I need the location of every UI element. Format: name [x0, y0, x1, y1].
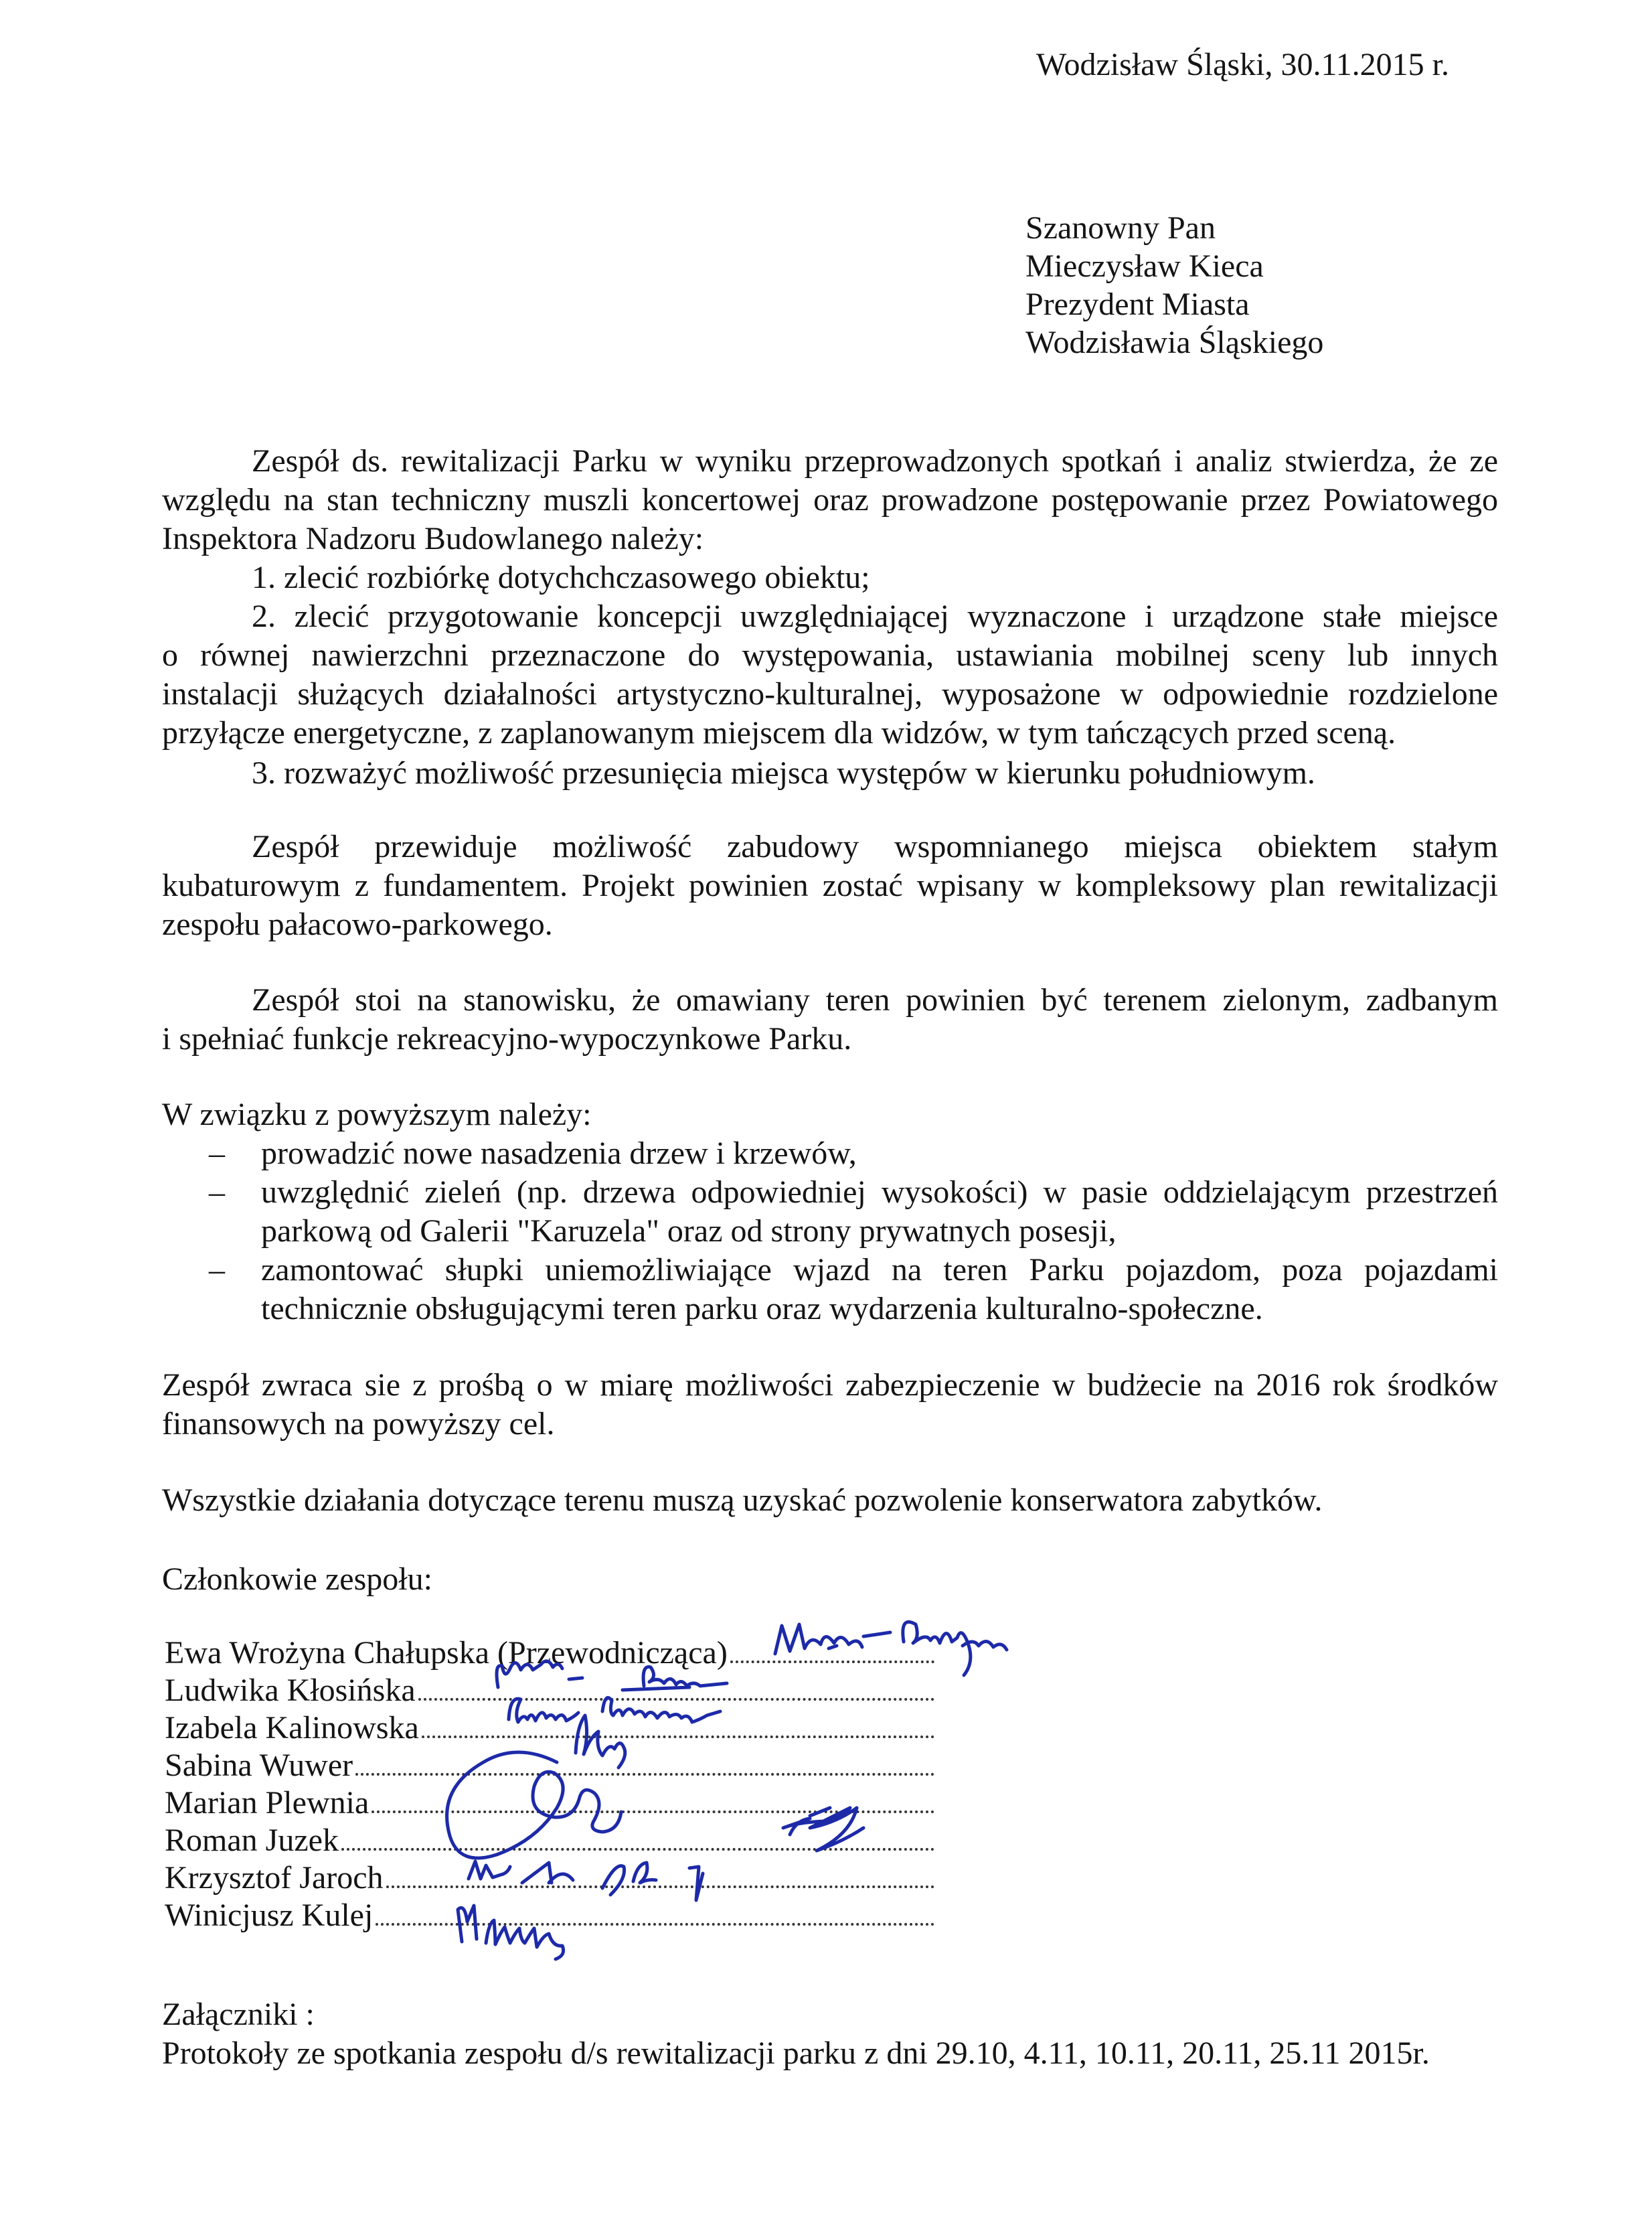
member-name: Ludwika Kłosińska: [165, 1673, 416, 1708]
members-heading: Członkowie zespołu:: [162, 1561, 432, 1597]
bullet-item: technicznie obsługującymi teren parku oraz wydarzenia kulturalno-społeczne.: [261, 1291, 1263, 1326]
conservator-note: Wszystkie działania dotyczące terenu muszą uzyskać pozwolenie konserwatora zabytków.: [162, 1482, 1323, 1518]
paragraph-line: finansowych na powyższy cel.: [162, 1406, 555, 1442]
signature-line: [418, 1698, 934, 1701]
addressee-title: Prezydent Miasta: [1025, 287, 1250, 322]
bullet-dash: –: [209, 1136, 225, 1171]
list-item-3: 3. rozważyć możliwość przesunięcia miejsca występów w kierunku południowym.: [252, 755, 1315, 791]
addressee-salutation: Szanowny Pan: [1025, 210, 1216, 246]
member-name: Krzysztof Jaroch: [165, 1860, 384, 1896]
bullet-item: uwzględnić zieleń (np. drzewa odpowiedniej wysokości) w pasie oddzielającym przestrzeń: [261, 1174, 1498, 1210]
member-name: Ewa Wrożyna Chałupska (Przewodnicząca): [165, 1635, 728, 1671]
intro-line: Inspektora Nadzoru Budowlanego należy:: [162, 521, 704, 556]
place-date: Wodzisław Śląski, 30.11.2015 r.: [1036, 47, 1449, 82]
attachments-heading: Załączniki :: [162, 1997, 315, 2032]
signature-line: [371, 1810, 934, 1813]
member-row: [165, 1746, 934, 1785]
signature-line: [376, 1923, 934, 1926]
signature-line: [355, 1773, 934, 1776]
bullet-item: prowadzić nowe nasadzenia drzew i krzewów,: [261, 1136, 857, 1171]
member-row: [165, 1784, 934, 1823]
member-name: Izabela Kalinowska: [165, 1710, 419, 1746]
paragraph-line: Zespół zwraca sie z prośbą o w miarę możliwości zabezpieczenie w budżecie na 2016 rok środków: [162, 1367, 1498, 1403]
paragraph-line: Zespół przewiduje możliwość zabudowy wspomnianego miejsca obiektem stałym: [252, 829, 1498, 864]
paragraph-line: kubaturowym z fundamentem. Projekt powinien zostać wpisany w kompleksowy plan rewitalizacji: [162, 868, 1498, 903]
addressee-name: Mieczysław Kieca: [1025, 248, 1264, 284]
attachments-text: Protokoły ze spotkania zespołu d/s rewitalizacji parku z dni 29.10, 4.11, 10.11, 20.11, 25.11 2015r.: [162, 2035, 1430, 2071]
paragraph-line: i spełniać funkcje rekreacyjno-wypoczynkowe Parku.: [162, 1021, 852, 1057]
list-item-2: o równej nawierzchni przeznaczone do występowania, ustawiania mobilnej sceny lub innych: [162, 637, 1498, 673]
member-row: [165, 1709, 934, 1748]
member-row: [165, 1859, 934, 1898]
member-row: [165, 1821, 934, 1860]
member-name: Marian Plewnia: [165, 1785, 369, 1821]
bullet-item: zamontować słupki uniemożliwiające wjazd na teren Parku pojazdom, poza pojazdami: [261, 1252, 1498, 1288]
list-item-2: instalacji służących działalności artystyczno-kulturalnej, wyposażone w odpowiednie rozdzielone: [162, 676, 1498, 712]
member-row: [165, 1634, 934, 1673]
bullet-dash: –: [209, 1252, 225, 1288]
bullet-item: parkową od Galerii "Karuzela" oraz od strony prywatnych posesji,: [261, 1213, 1117, 1249]
signature-line: [422, 1735, 934, 1738]
paragraph-line: Zespół stoi na stanowisku, że omawiany teren powinien być terenem zielonym, zadbanym: [252, 982, 1498, 1018]
member-name: Winicjusz Kulej: [165, 1898, 374, 1933]
intro-line: Zespół ds. rewitalizacji Parku w wyniku przeprowadzonych spotkań i analiz stwierdza, że ze: [252, 443, 1498, 479]
intro-line: względu na stan techniczny muszli koncertowej oraz prowadzone postępowanie przez Powiatowego: [162, 482, 1498, 518]
member-name: Sabina Wuwer: [165, 1748, 353, 1783]
signature-line: [386, 1885, 934, 1888]
signature-line: [730, 1661, 934, 1663]
bullet-dash: –: [209, 1174, 225, 1210]
recommendations-lead: W związku z powyższym należy:: [162, 1097, 592, 1132]
member-row: [165, 1671, 934, 1710]
paragraph-line: zespołu pałacowo-parkowego.: [162, 907, 553, 942]
addressee-city: Wodzisławia Śląskiego: [1025, 325, 1324, 360]
list-item-2: przyłącze energetyczne, z zaplanowanym miejscem dla widzów, w tym tańczących przed sceną.: [162, 715, 1396, 751]
list-item-1: 1. zlecić rozbiórkę dotychchczasowego obiektu;: [252, 560, 870, 595]
signature-line: [341, 1848, 934, 1851]
member-name: Roman Juzek: [165, 1823, 339, 1858]
list-item-2: 2. zlecić przygotowanie koncepcji uwzględniającej wyznaczone i urządzone stałe miejsce: [252, 599, 1498, 634]
member-row: [165, 1896, 934, 1935]
